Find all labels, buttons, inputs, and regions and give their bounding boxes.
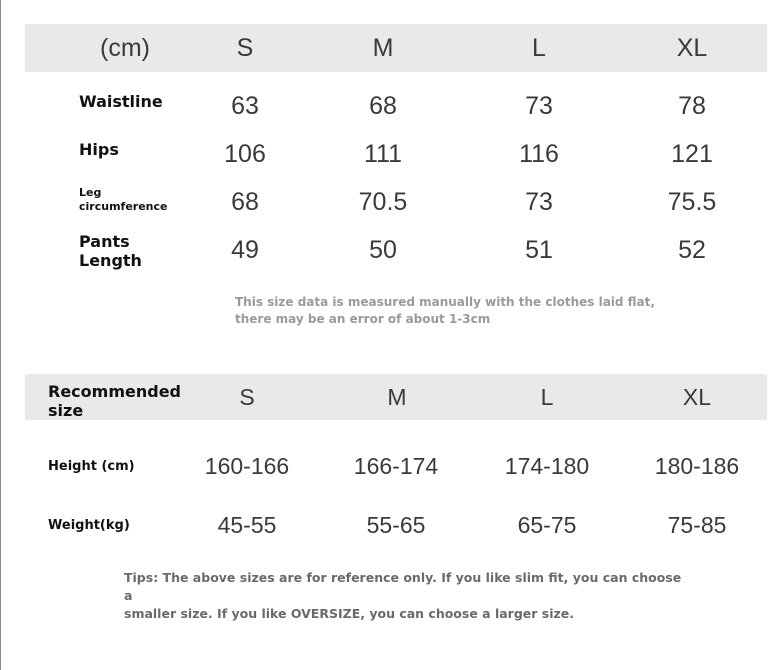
cell-value: 52 xyxy=(678,235,706,264)
cell-value: 50 xyxy=(369,235,397,264)
size-header-xl: XL xyxy=(682,383,712,410)
row-label-line: Pants xyxy=(79,232,130,251)
tips-line: smaller size. If you like OVERSIZE, you can choose a larger size. xyxy=(124,606,575,621)
cell-value: 63 xyxy=(231,91,259,120)
cell-value: 116 xyxy=(519,139,559,168)
size-header-l: L xyxy=(532,33,546,62)
cell-value: 55-65 xyxy=(366,511,426,538)
size-header-s: S xyxy=(236,33,254,62)
row-label-hips: Hips xyxy=(79,140,119,159)
recommended-size-label xyxy=(48,382,181,420)
cell-value: 70.5 xyxy=(358,187,408,216)
cell-value: 78 xyxy=(678,91,706,120)
row-label-weight: Weight(kg) xyxy=(48,517,130,533)
size-table-header xyxy=(25,24,767,72)
row-label-leg-circumference xyxy=(79,186,167,214)
cell-value: 49 xyxy=(231,235,259,264)
note-line: there may be an error of about 1-3cm xyxy=(235,312,491,326)
recommend-table-header xyxy=(25,374,767,420)
cell-value: 51 xyxy=(525,235,553,264)
size-header-s: S xyxy=(239,383,255,410)
cell-value: 65-75 xyxy=(517,511,577,538)
row-label-line: Length xyxy=(79,251,142,270)
cell-value: 106 xyxy=(224,139,266,168)
row-label-height: Height (cm) xyxy=(48,458,135,474)
cell-value: 174-180 xyxy=(504,452,590,479)
row-label-waistline: Waistline xyxy=(79,92,163,111)
cell-value: 180-186 xyxy=(654,452,740,479)
cell-value: 68 xyxy=(231,187,259,216)
size-header-xl: XL xyxy=(676,33,708,62)
recommend-row-weight xyxy=(0,505,784,545)
cell-value: 111 xyxy=(363,139,402,168)
size-row-leg-circumference xyxy=(0,180,784,224)
cell-value: 75-85 xyxy=(667,511,727,538)
size-row-hips xyxy=(0,132,784,176)
size-header-m: M xyxy=(372,33,394,62)
row-label-pants-length xyxy=(79,232,142,270)
cell-value: 75.5 xyxy=(667,187,717,216)
size-header-m: M xyxy=(387,383,407,410)
unit-label: (cm) xyxy=(100,33,150,62)
tips-line: Tips: The above sizes are for reference only. If you like slim fit, you can choose a xyxy=(124,570,682,603)
tips-note xyxy=(124,569,684,623)
size-row-pants-length xyxy=(0,228,784,272)
header-line: size xyxy=(48,401,84,420)
recommend-row-height xyxy=(0,446,784,486)
cell-value: 68 xyxy=(369,91,397,120)
measurement-note xyxy=(235,294,675,328)
cell-value: 45-55 xyxy=(217,511,277,538)
cell-value: 121 xyxy=(671,139,713,168)
row-label-line: circumference xyxy=(79,200,168,213)
cell-value: 73 xyxy=(525,187,553,216)
size-header-l: L xyxy=(540,383,554,410)
cell-value: 166-174 xyxy=(353,452,439,479)
note-line: This size data is measured manually with the clothes laid flat, xyxy=(235,295,655,309)
header-line: Recommended xyxy=(48,382,181,401)
row-label-line: Leg xyxy=(79,186,102,199)
cell-value: 160-166 xyxy=(204,452,290,479)
size-row-waistline xyxy=(0,84,784,128)
cell-value: 73 xyxy=(525,91,553,120)
